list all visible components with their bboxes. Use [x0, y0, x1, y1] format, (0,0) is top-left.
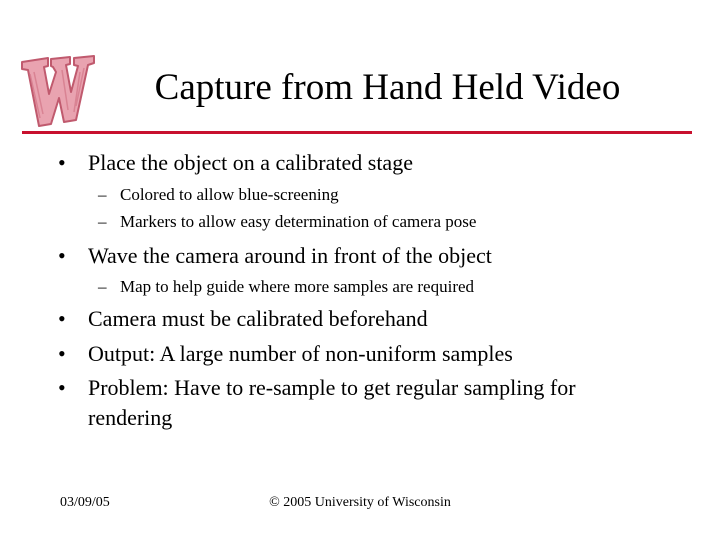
bullet-text: Output: A large number of non-uniform samples: [88, 341, 513, 366]
bullet-text: Camera must be calibrated beforehand: [88, 306, 428, 331]
bullet-text: Problem: Have to re-sample to get regular sampling for rendering: [88, 375, 576, 430]
bullet-marker: •: [58, 375, 66, 400]
bullet-text: Place the object on a calibrated stage: [88, 150, 413, 175]
bullet-level1: [58, 373, 658, 433]
bullet-marker: •: [58, 243, 66, 268]
sub-bullet-text: Colored to allow blue-screening: [120, 185, 339, 204]
bullet-marker: •: [58, 306, 66, 331]
logo-w-shape: [22, 56, 94, 126]
slide-title: Capture from Hand Held Video: [154, 67, 621, 108]
sub-bullet-text: Markers to allow easy determination of camera pose: [120, 212, 477, 231]
bullet-marker: •: [58, 341, 66, 366]
title-underline: [22, 131, 692, 134]
bullet-level2: [98, 211, 658, 233]
sub-bullet-marker: –: [98, 212, 107, 231]
bullet-level1: [58, 148, 658, 178]
bullet-marker: •: [58, 150, 66, 175]
sub-bullet-marker: –: [98, 185, 107, 204]
bullet-level1: [58, 339, 658, 369]
bullet-text: Wave the camera around in front of the object: [88, 243, 492, 268]
bullet-level2: [98, 276, 658, 298]
sub-bullet-marker: –: [98, 277, 107, 296]
bullet-level2: [98, 184, 658, 206]
bullet-level1: [58, 304, 658, 334]
sub-bullet-text: Map to help guide where more samples are required: [120, 277, 475, 296]
bullet-level1: [58, 241, 658, 271]
university-logo: [18, 52, 98, 130]
footer-copyright: © 2005 University of Wisconsin: [269, 495, 451, 510]
footer-date: 03/09/05: [60, 495, 110, 510]
